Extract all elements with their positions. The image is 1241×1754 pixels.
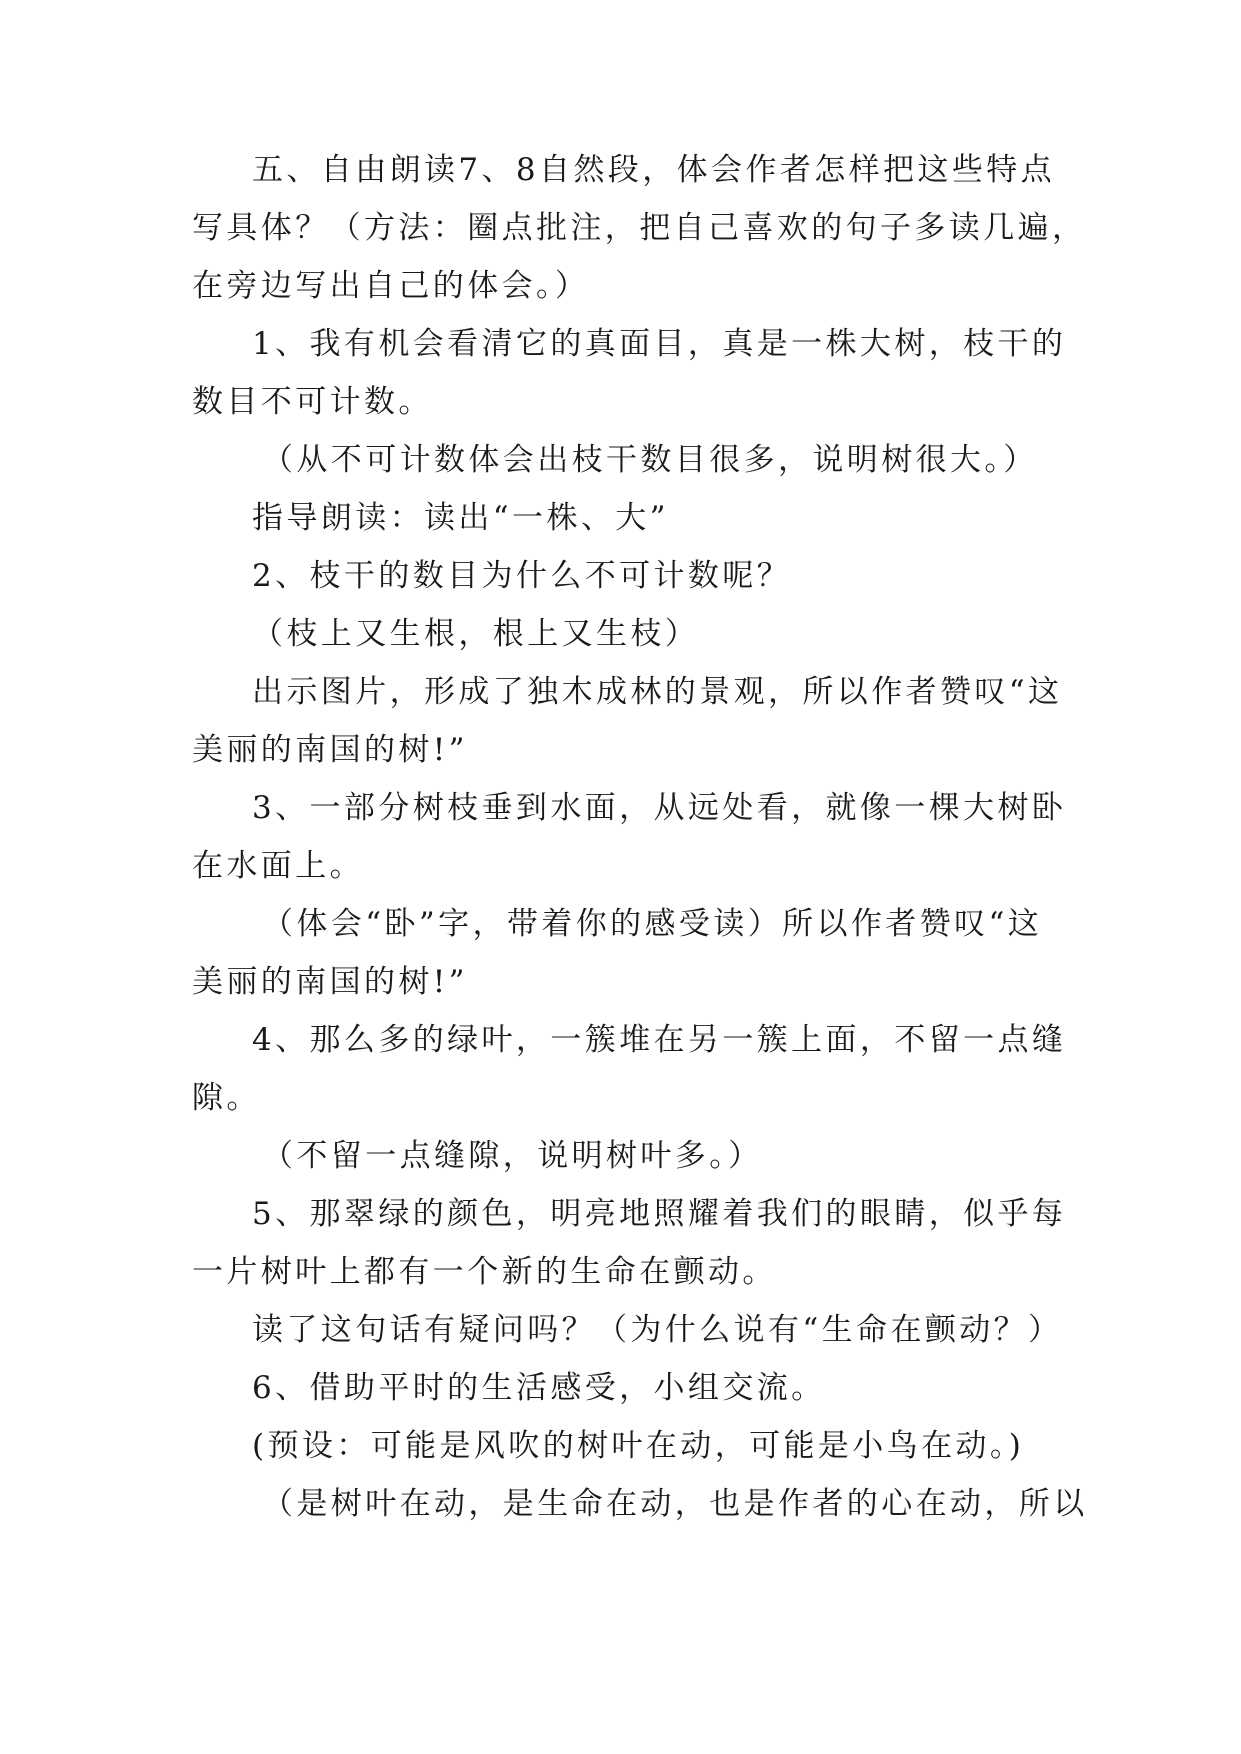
paragraph-line: 隙。 (192, 1080, 261, 1116)
paragraph-line: 在水面上。 (192, 848, 364, 884)
paragraph-line: 美丽的南国的树!” (192, 964, 468, 1000)
paragraph-line: （枝上又生根，根上又生枝） (252, 616, 700, 652)
paragraph-line: 一片树叶上都有一个新的生命在颤动。 (192, 1254, 777, 1290)
paragraph-line: 4、那么多的绿叶，一簇堆在另一簇上面，不留一点缝 (252, 1022, 1067, 1058)
paragraph-line: （是树叶在动，是生命在动，也是作者的心在动，所以 (262, 1486, 1088, 1522)
paragraph-line: 五、自由朗读7、8自然段，体会作者怎样把这些特点 (252, 152, 1056, 188)
paragraph-line: (预设：可能是风吹的树叶在动，可能是小鸟在动。) (252, 1428, 1025, 1464)
paragraph-line: 在旁边写出自己的体会。） (192, 268, 590, 304)
paragraph-line: 3、一部分树枝垂到水面，从远处看，就像一棵大树卧 (252, 790, 1067, 826)
paragraph-line: （从不可计数体会出枝干数目很多，说明树很大。） (262, 442, 1038, 478)
paragraph-line: 读了这句话有疑问吗？（为什么说有“生命在颤动？） (252, 1312, 1063, 1348)
paragraph-line: 写具体？（方法：圈点批注，把自己喜欢的句子多读几遍， (192, 210, 1087, 246)
paragraph-line: 1、我有机会看清它的真面目，真是一株大树，枝干的 (252, 326, 1067, 362)
paragraph-line: 美丽的南国的树!” (192, 732, 468, 768)
paragraph-line: 数目不可计数。 (192, 384, 433, 420)
paragraph-line: （不留一点缝隙，说明树叶多。） (262, 1138, 763, 1174)
paragraph-line: 5、那翠绿的颜色，明亮地照耀着我们的眼睛，似乎每 (252, 1196, 1067, 1232)
paragraph-line: 2、枝干的数目为什么不可计数呢？ (252, 558, 792, 594)
paragraph-line: 出示图片，形成了独木成林的景观，所以作者赞叹“这 (252, 674, 1063, 710)
paragraph-line: 指导朗读：读出“一株、大” (252, 500, 669, 536)
paragraph-line: （体会“卧”字，带着你的感受读）所以作者赞叹“这 (262, 906, 1043, 942)
paragraph-line: 6、借助平时的生活感受，小组交流。 (252, 1370, 826, 1406)
